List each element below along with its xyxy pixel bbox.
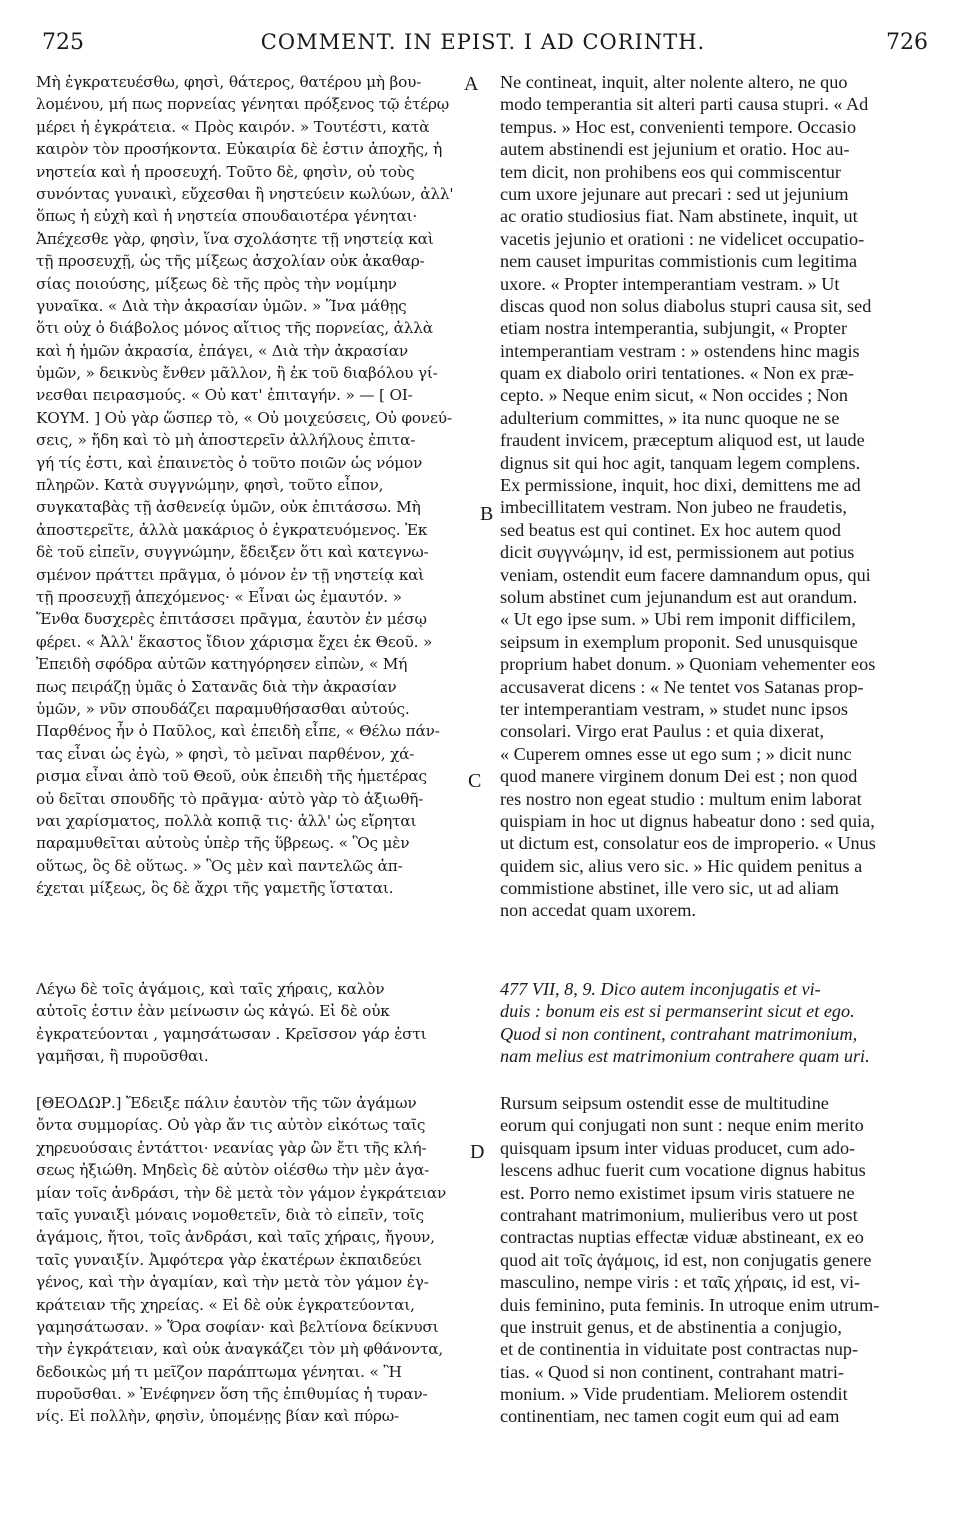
latin-text-line: duis feminino, puta feminis. In utroque enim utrum-: [500, 1294, 880, 1315]
greek-commentary-2: [36, 1092, 484, 1428]
latin-text-line: quisquam ipsum inter viduas producet, cum ado-: [500, 1137, 856, 1158]
greek-text-line: σεως ἠξιώθη. Μηδεὶς δὲ αὐτὸν οἰέσθω τὴν μὲν ἀγα-: [36, 1161, 430, 1180]
latin-text-line: cepto. » Neque enim sicut, « Non occides ; Non: [500, 385, 849, 406]
latin-text-line: etiam nostra intemperantia, subjungit, « Propter: [500, 318, 848, 339]
latin-text-line: ter intemperantiam vestram, » studet nunc ipsos: [500, 698, 849, 719]
greek-text-line: συγκαταβὰς τῇ ἀσθενείᾳ ὑμῶν, οὐκ ἐπιτάσσω. Μὴ: [36, 498, 421, 517]
latin-text-line: « Ut ego ipse sum. » Ubi rem imponit difficilem,: [500, 609, 856, 630]
latin-text-line: contractas nuptias effectæ viduæ abstineant, ex eo: [500, 1227, 864, 1248]
latin-scripture-text: [500, 978, 932, 1068]
greek-text-line: γή τίς ἐστι, καὶ ἐπαινετὸς ὁ τοῦτο ποιῶν ὡς νόμον: [36, 453, 423, 472]
greek-text-line: τὴν ἐγκράτειαν, καὶ οὐκ ἀναγκάζει τὸν μὴ φθάνοντα,: [36, 1340, 444, 1359]
greek-text-line: Ἐπειδὴ σφόδρα αὐτῶν κατηγόρησεν εἰπὼν, « Μή: [36, 655, 408, 674]
greek-text-line: οὕτως, ὃς δὲ οὕτως. » Ὃς μὲν καὶ παντελῶς ἀπ-: [36, 856, 403, 875]
latin-text-line: quam ex diabolo oriri tentationes. « Non ex præ-: [500, 363, 855, 384]
greek-scripture-text: [36, 978, 484, 1068]
greek-text-line: ὄντα συμμορίας. Οὐ γὰρ ἄν τις αὐτὸν εἰκότως ταῖς: [36, 1116, 426, 1135]
greek-text-line: δεδοικὼς μή τι μεῖζον παράπτωμα γένηται. « Ἢ: [36, 1362, 402, 1381]
latin-text-line: non accedat quam uxorem.: [500, 900, 696, 921]
greek-text-line: Λέγω δὲ τοῖς ἀγάμοις, καὶ ταῖς χήραις, καλὸν: [36, 980, 385, 998]
margin-letter-a: A: [464, 73, 479, 95]
greek-text-line: χηρευούσαις ἐντάττοι· νεανίας γὰρ ὢν ἔτι τῆς κλή-: [36, 1138, 427, 1157]
latin-text-line: veniam, ostendit eum facere damnandum opus, qui: [500, 564, 871, 585]
latin-text-line: solum abstinet cum jejunandum est aut orandum.: [500, 586, 858, 607]
latin-text-line: ut dictum est, consolatur eos de improperio. « Unus: [500, 833, 876, 854]
greek-text-line: ὑμῶν, » δεικνὺς ἔνθεν μᾶλλον, ἢ ἐκ τοῦ διαβόλου γί-: [36, 364, 438, 383]
greek-text-line: ὅτι οὐχ ὁ διάβολος μόνος αἴτιος τῆς πορνείας, ἀλλὰ: [36, 319, 433, 338]
greek-text-line: [ΘΕΟΔΩΡ.] Ἔδειξε πάλιν ἑαυτὸν τῆς τῶν ἀγάμων: [36, 1094, 417, 1112]
greek-text-line: Μὴ ἐγκρατευέσθω, φησὶ, θάτερος, θατέρου μὴ βου-: [36, 73, 422, 91]
latin-text-line: continentiam, nec tamen cogit eum qui ad eam: [500, 1406, 840, 1427]
latin-text-line: discas quod non solus diabolus stupri causa sit, sed: [500, 295, 872, 316]
greek-commentary-1: [36, 71, 484, 899]
greek-text-line: Ἀπέχεσθε γὰρ, φησὶν, ἵνα σχολάσητε τῇ νηστείᾳ καὶ: [36, 229, 434, 248]
latin-text-line: vacetis jejunio et orationi : ne videlicet occupatio-: [500, 228, 865, 249]
latin-text-line: fraudent invicem, præceptum aliquod est, ut laude: [500, 430, 865, 451]
latin-text-line: quod manere virginem donum Dei est ; non quod: [500, 766, 858, 787]
latin-commentary-1: [500, 71, 932, 922]
margin-letter-d: D: [470, 1141, 485, 1163]
latin-text-line: Rursum seipsum ostendit esse de multitudine: [500, 1093, 829, 1113]
greek-text-line: οὐ δεῖται σπουδῆς τὸ πρᾶγμα· αὐτὸ γὰρ τὸ ἀξιωθῆ-: [36, 789, 424, 808]
latin-text-line: 477 VII, 8, 9. Dico autem inconjugatis et vi-: [500, 979, 821, 999]
latin-text-line: tempus. » Hoc est, convenienti tempore. Occasio: [500, 116, 857, 137]
greek-text-line: κράτειαν τῆς χηρείας. « Εἰ δὲ οὐκ ἐγκρατεύονται,: [36, 1295, 415, 1314]
greek-text-line: πως πειράζῃ ὑμᾶς ὁ Σατανᾶς διὰ τὴν ἀκρασίαν: [36, 677, 397, 696]
greek-text-line: νηστεία καὶ ἡ προσευχή. Τοῦτο δὲ, φησὶν, οὐ τοὺς: [36, 162, 415, 181]
latin-text-line: consolari. Virgo erat Paulus : et quia dixerat,: [500, 721, 825, 742]
latin-text-line: quispiam in hoc ut dignus habeatur dono : sed quia,: [500, 810, 875, 831]
latin-text-line: modo temperantia sit alteri parti causa stupri. « Ad: [500, 94, 869, 115]
greek-text-line: καὶ ἡ ἡμῶν ἀκρασία, ἐπάγει, « Διὰ τὴν ἀκρασίαν: [36, 341, 408, 360]
latin-text-line: proprium habet donum. » Quoniam vehementer eos: [500, 654, 876, 675]
latin-text-line: imbecillitatem vestram. Non jubeo ne fraudetis,: [500, 497, 847, 518]
latin-text-line: intemperantiam vestram : » ostendens hinc magis: [500, 340, 860, 361]
greek-text-line: ἀγάμοις, ἤτοι, τοῖς ἀνδράσι, καὶ ταῖς χήραις, ἤγουν,: [36, 1228, 435, 1247]
latin-text-line: est. Porro nemo existimet ipsum viris statuere ne: [500, 1182, 855, 1203]
latin-text-line: dicit συγγνώμην, id est, permissionem aut potius: [500, 542, 855, 563]
latin-text-line: uxore. « Propter intemperantiam vestram. » Ut: [500, 273, 840, 294]
greek-text-line: πληρῶν. Κατὰ συγγνώμην, φησὶ, τοῦτο εἶπον,: [36, 476, 384, 495]
latin-text-line: lescens adhuc fuerit cum vocatione dignus habitus: [500, 1160, 866, 1181]
latin-text-line: nem causet impuritas commistionis cum legitima: [500, 251, 858, 272]
greek-text-line: ταῖς γυναιξίν. Ἀμφότερα γὰρ ἑκατέρων ἐκπαιδεύει: [36, 1250, 422, 1269]
latin-text-line: tem dicit, non prohibens eos qui commiscentur: [500, 161, 841, 182]
greek-text-line: ὅπως ἡ εὐχὴ καὶ ἡ νηστεία σπουδαιοτέρα γένηται·: [36, 207, 418, 226]
greek-text-line: γαμησάτωσαν. » Ὅρα σοφίαν· καὶ βελτίονα δείκνυσι: [36, 1317, 439, 1336]
running-title: COMMENT. IN EPIST. I AD CORINTH.: [260, 30, 706, 54]
greek-text-line: γυναῖκα. « Διὰ τὴν ἀκρασίαν ὑμῶν. » Ἵνα μάθῃς: [36, 296, 407, 315]
latin-text-line: que instruit genus, et de abstinentia a conjugio,: [500, 1316, 842, 1337]
latin-text-line: autem abstinendi est jejunium et oratio. Hoc au-: [500, 139, 850, 160]
greek-text-line: συνόντας γυναικὶ, εὔχεσθαι ἢ νηστεύειν κωλύων, ἀλλ': [36, 184, 454, 203]
latin-text-line: cum uxore jejunare aut precari : sed ut jejunium: [500, 183, 849, 204]
greek-text-line: τῇ προσευχῇ ἀπεχόμενος· « Εἶναι ὡς ἐμαυτόν. »: [36, 587, 402, 606]
latin-text-line: contrahant matrimonium, mulieribus vero ut post: [500, 1204, 858, 1225]
greek-text-line: τῇ προσευχῇ, ὡς τῆς μίξεως ἀσχολίαν οὐκ ἀκαθαρ-: [36, 252, 425, 271]
latin-commentary-2: [500, 1092, 932, 1428]
greek-text-line: Παρθένος ἦν ὁ Παῦλος, καὶ ἐπειδὴ εἶπε, « Θέλω πάν-: [36, 722, 440, 741]
latin-text-line: duis : bonum eis est si permanserint sicut et ego.: [500, 1001, 855, 1022]
greek-text-line: δὲ τοῦ εἰπεῖν, συγγνώμην, ἔδειξεν ὅτι καὶ κατεγνω-: [36, 543, 429, 562]
greek-text-line: έχεται μίξεως, ὃς δὲ ἄχρι τῆς γαμετῆς ἵσταται.: [36, 879, 394, 898]
latin-text-line: Ne contineat, inquit, alter nolente altero, ne quo: [500, 72, 848, 92]
greek-text-line: σεις, » ἤδη καὶ τὸ μὴ ἀποστερεῖν ἀλλήλους ἐπιτα-: [36, 431, 416, 450]
greek-text-line: ταῖς γυναιξὶ μόναις νομοθετεῖν, διὰ τὸ εἰπεῖν, τοῖς: [36, 1205, 424, 1224]
margin-letter-b: B: [480, 503, 494, 525]
greek-text-line: τας εἶναι ὡς ἐγὼ, » φησὶ, τὸ μεῖναι παρθένον, χά-: [36, 744, 415, 763]
greek-text-line: ἐγκρατεύονται , γαμησάτωσαν . Κρεῖσσον γάρ ἐστι: [36, 1024, 427, 1043]
latin-text-line: sed beatus est qui continet. Ex hoc autem quod: [500, 519, 841, 540]
greek-text-line: νίς. Εἰ πολλὴν, φησὶν, ὑπομένῃς βίαν καὶ πύρω-: [36, 1407, 399, 1426]
latin-text-line: eorum qui conjugati non sunt : neque enim merito: [500, 1115, 864, 1136]
latin-text-line: masculino, nempe viris : et ταῖς χήραις, id est, vi-: [500, 1272, 861, 1293]
greek-text-line: Ἔνθα δυσχερὲς ἐπιτάσσει πρᾶγμα, ἑαυτὸν ἐν μέσῳ: [36, 610, 427, 629]
latin-text-line: « Cuperem omnes esse ut ego sum ; » dicit nunc: [500, 743, 852, 764]
greek-text-line: μίαν τοῖς ἀνδράσι, τὴν δὲ μετὰ τὸν γάμον ἐγκράτειαν: [36, 1183, 447, 1202]
greek-text-line: ρισμα εἶναι ἀπὸ τοῦ Θεοῦ, οὐκ ἐπειδὴ τῆς ἡμετέρας: [36, 767, 427, 786]
greek-text-line: μέρει ἡ ἐγκράτεια. « Πρὸς καιρόν. » Τουτέστι, κατὰ: [36, 117, 430, 136]
greek-text-line: ἀποστερεῖτε, ἀλλὰ μακάριος ὁ ἐγκρατευόμενος. Ἐκ: [36, 520, 428, 539]
latin-text-line: seipsum in exemplum proponit. Sed unusquisque: [500, 631, 858, 652]
greek-text-line: παραμυθεῖται αὐτοὺς ὑπὲρ τῆς ὕβρεως. « Ὃς μὲν: [36, 834, 410, 853]
greek-text-line: γαμῆσαι, ἢ πυροῦσθαι.: [36, 1047, 209, 1066]
greek-text-line: νεσθαι πειρασμούς. « Οὐ κατ' ἐπιταγήν. » — [ ΟΙ-: [36, 386, 413, 405]
page-header: [0, 30, 966, 60]
latin-text-line: adulterium committes, » ita nunc quoque ne se: [500, 407, 840, 428]
latin-text-line: dignus sit qui hoc agit, tanquam legem complens.: [500, 452, 861, 473]
latin-text-line: commistione abstinet, ille vero sic, ut ad aliam: [500, 878, 839, 899]
greek-text-line: σμένον πράττει πρᾶγμα, ὁ μόνον ἐν τῇ νηστείᾳ καὶ: [36, 565, 425, 584]
latin-text-line: nam melius est matrimonium contrahere quam uri.: [500, 1046, 870, 1067]
latin-text-line: accusaverat dicens : « Ne tentet vos Satanas prop-: [500, 676, 864, 697]
greek-text-line: ΚΟΥΜ. ] Οὐ γὰρ ὥσπερ τὸ, « Οὐ μοιχεύσεις, Οὐ φονεύ-: [36, 408, 452, 427]
greek-text-line: αὐτοῖς ἐστιν ἐὰν μείνωσιν ὡς κἀγώ. Εἰ δὲ οὐκ: [36, 1002, 390, 1021]
latin-text-line: res nostro non egeat studio : multum enim laborat: [500, 788, 862, 809]
latin-text-line: monium. » Vide prudentiam. Meliorem ostendit: [500, 1384, 848, 1405]
greek-text-line: πυροῦσθαι. » Ἐνέφηνεν ὅση τῆς ἐπιθυμίας ἡ τυραν-: [36, 1385, 428, 1404]
latin-text-line: quod ait τοῖς ἀγάμοις, id est, non conjugatis genere: [500, 1249, 872, 1270]
greek-text-line: καιρὸν τὸν προσήκοντα. Εὐκαιρία δὲ ἐστιν ἀποχῆς, ἡ: [36, 140, 443, 159]
greek-text-line: γένος, καὶ τὴν ἀγαμίαν, καὶ τὴν μετὰ τὸν γάμον ἐγ-: [36, 1273, 429, 1292]
page-number-left: 725: [42, 30, 84, 55]
latin-text-line: et de continentia in viduitate post contractas nup-: [500, 1339, 859, 1360]
greek-text-line: ὑμῶν, » νῦν σπουδάζει παραμυθήσασθαι αὐτούς.: [36, 699, 410, 718]
greek-text-line: λομένου, μή πως πορνείας γένηται πρόξενος τῷ ἑτέρῳ: [36, 95, 450, 114]
greek-text-line: φέρει. « Ἀλλ' ἕκαστος ἴδιον χάρισμα ἔχει ἐκ Θεοῦ. »: [36, 632, 433, 651]
latin-text-line: quidem sic, alius vero sic. » Hic quidem penitus a: [500, 855, 863, 876]
page-number-right: 726: [886, 30, 928, 55]
latin-text-line: tias. « Quod si non continent, contrahant matri-: [500, 1361, 844, 1382]
greek-text-line: σίας ποιούσης, μίξεως δὲ τῆς πρὸς τὴν νομίμην: [36, 274, 397, 293]
margin-letter-c: C: [468, 770, 482, 792]
latin-text-line: ac oratio studiosius fiat. Nam abstinete, inquit, ut: [500, 206, 858, 227]
greek-text-line: ναι χαρίσματος, πολλὰ κοπιᾷ τις· ἀλλ' ὡς εἴρηται: [36, 811, 417, 830]
latin-text-line: Quod si non continent, contrahant matrimonium,: [500, 1023, 858, 1044]
latin-text-line: Ex permissione, inquit, hoc dixi, demittens me ad: [500, 475, 861, 496]
